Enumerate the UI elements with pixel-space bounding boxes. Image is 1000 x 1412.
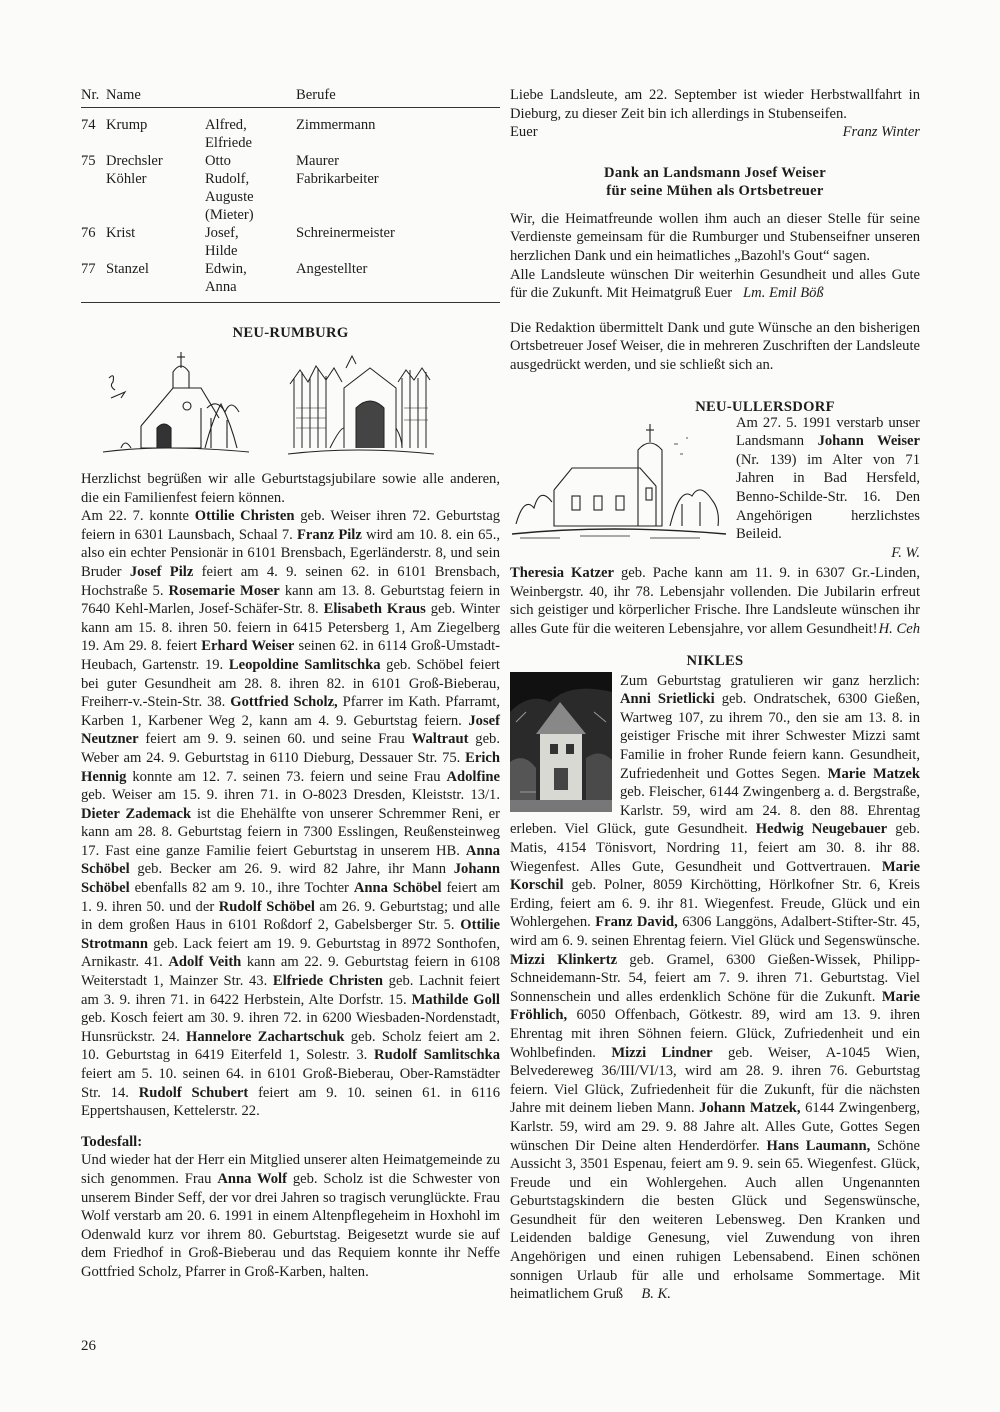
dank-text-1: Wir, die Heimatfreunde wollen ihm auch an dieser Stelle für seine Verdienste gemeinsam für die Rumburger und Stubenseifner unseren herzlichen Dank und ein heimatliches „Bazohl's Gout“ sagen.: [510, 210, 920, 264]
dank-title-2: für seine Mühen als Ortsbetreuer: [606, 182, 824, 199]
neu-ullersdorf-title: NEU-ULLERSDORF: [695, 398, 835, 415]
row-beruf: Zimmermann: [296, 117, 376, 133]
wallfahrt-closing: Euer: [510, 124, 538, 141]
row-name: Krump: [106, 117, 148, 133]
todesfall-text: Und wieder hat der Herr ein Mitglied unserer alten Heimatgemeinde zu sich genommen. Frau Anna Wolf geb. Scholz ist die Schwester von unserem Binder Seff, der vor drei Jahren so tragisch verunglückte. Frau Wolf verstarb am 20. 6. 1991 in einem Altenpflegeheim in Hoxhohl im Odenwald kurz vor ihrem 80. Geburtstag. Beigesetzt wurde sie auf dem Friedhof in Groß-Bieberau und das Requiem konnte ihr Neffe Gottfried Scholz, Pfarrer in Groß-Karben, halten.: [81, 1152, 500, 1280]
nikles-photo: [510, 672, 612, 812]
residents-table: [81, 86, 500, 303]
row-vorname: Josef, Hilde: [205, 225, 239, 259]
nikles-title: NIKLES: [686, 652, 744, 669]
row-name: Köhler: [106, 171, 147, 187]
neu-rumburg-intro: Herzlichst begrüßen wir alle Geburtstagsjubilare sowie alle anderen, die ein Familienfest feiern können.: [81, 471, 500, 506]
row-beruf: Angestellter: [296, 261, 368, 277]
row-nr: 76: [81, 225, 96, 241]
row-vorname: Alfred, Elfriede: [205, 117, 252, 151]
wallfahrt-signature: Franz Winter: [842, 124, 920, 141]
row-nr: 77: [81, 261, 96, 277]
row-vorname: Edwin, Anna: [205, 261, 247, 295]
dank-title-1: Dank an Landsmann Josef Weiser: [603, 164, 826, 181]
todesfall-heading: Todesfall:: [81, 1133, 143, 1150]
row-name: Drechsler: [106, 153, 163, 169]
ullersdorf-text: Am 27. 5. 1991 verstarb unser Landsmann Johann Weiser (Nr. 139) im Alter von 71 Jahren in Bad Hersfeld, Benno-Schilde-Str. 16. Den Angehörigen herzlichstes Beileid.: [736, 414, 920, 543]
row-vorname: Rudolf, Auguste (Mieter): [205, 171, 254, 223]
neu-rumburg-title: NEU-RUMBURG: [232, 325, 349, 341]
nikles-section: [510, 672, 920, 1304]
row-name: Krist: [106, 225, 136, 241]
table-body: [81, 108, 500, 297]
wallfahrt-text: Liebe Landsleute, am 22. September ist wieder Herbstwallfahrt in Dieburg, zu dieser Zeit bin ich allerdings in Stubenseifen.: [510, 87, 920, 122]
table-row: [81, 152, 500, 170]
row-nr: [81, 170, 106, 224]
katzer-signature: H. Ceh: [878, 621, 920, 638]
nikles-text: Zum Geburtstag gratulieren wir ganz herzlich: Anni Srietlicki geb. Ondratschek, 6300 Gießen, Wartweg 107, zu ihrem 70., den sie am 13. 8. in geistiger Frische mit ihrer Schwester Mizzi samt Familie in froher Runde feiern kann. Gesundheit, Zufriedenheit und Gottes Segen. Marie Matzek geb. Fleischer, 6144 Zwingenberg a. d. Bergstraße, Karlstr. 59, wird am 24. 8. den 88. Ehrentag erleben. Viel Glück, gute Gesundheit. Hedwig Neugebauer geb. Matis, 4154 Tönisvort, Nordring 11, feiert am 30. 8. ihr 88. Wiegenfest. Alles Gute, Gesundheit und Gottvertrauen. Marie Korschil geb. Polner, 8059 Kirchötting, Hörlkofner Str. 6, Kreis Erding, feiert am 6. 9. ihr 81. Wiegenfest. Freude, Glück und ein Wohlergehen. Franz David, 6306 Langgöns, Adalbert-Stifter-Str. 45, wird am 6. 9. seinen Ehrentag feiern. Viel Glück und Segenswünsche. Mizzi Klinkertz geb. Gramel, 6300 Gießen-Wissek, Philipp-Schneidemann-Str. 54, feiert am 7. 9. ihren 71. Geburtstag. Viel Sonnenschein und alles erdenklich Schöne für die Zukunft. Marie Fröhlich, 6050 Offenbach, Götkestr. 89, wird am 13. 9. ihren Ehrentag mit ihren Söhnen feiern. Glück, Zufriedenheit und ein Wohlbefinden. Mizzi Lindner geb. Weiser, A-1045 Wien, Belvedereweg 36/III/VI/13, wird am 28. 9. ihren 76. Geburtstag feiern. Viel Glück, Zufriedenheit für die Zukunft, für die nächsten Jahre mit deinem lieben Mann. Johann Matzek, 6144 Zwingenberg, Karlstr. 59, wird am 29. 9. 88 Jahre alt. Alles Gute, Gottes Segen wünschen Dir Deine alten Henderdörfer. Hans Laumann, Schöne Aussicht 3, 3501 Espenau, feiert am 9. 9. sein 65. Wiegenfest. Glück, Freude und ein Wohlergehen. Auch allen Ungenannten Geburtstagskindern die besten Glück und Segenswünsche, Gesundheit für den weiteren Lebensweg. Den Kranken und Leidenden baldige Genesung, viel Zuwendung von ihren Angehörigen und einen ruhigen Lebensabend. Einen schönen sonnigen Urlaub für alle und erholsame Sommertage. Mit heimatlichem Gruß B. K.: [510, 672, 921, 1303]
table-row: [81, 224, 500, 260]
page-number: 26: [81, 1338, 96, 1354]
right-column: [510, 86, 920, 1304]
chapel-drawing-2: [286, 348, 436, 460]
nikles-signature: B. K.: [641, 1286, 671, 1303]
row-beruf: Schreinermeister: [296, 225, 395, 241]
left-column: [81, 86, 500, 1282]
header-nr: Nr.: [81, 86, 106, 108]
row-nr: 75: [81, 153, 96, 169]
ullersdorf-signature: F. W.: [891, 544, 920, 561]
row-beruf: Fabrikarbeiter: [296, 171, 379, 187]
katzer-text: Theresia Katzer geb. Pache kann am 11. 9. in 6307 Gr.-Linden, Weinbergstr. 40, ihr 78. Lebensjahr vollenden. Die Jubilarin erfreut sich geistiger und körperlicher Frische. Ihre Landsleute wünschen ihr alles Gute für die weiteren Lebensjahre, vor allem Gesundheit!: [510, 565, 921, 638]
chapel-drawing-1: [101, 348, 251, 460]
table-row: [81, 170, 500, 224]
wallfahrt-signature-line: [510, 123, 920, 142]
neu-rumburg-illustrations: [81, 348, 500, 466]
row-nr: 74: [81, 117, 96, 133]
table-row: [81, 108, 500, 153]
row-vorname: Otto: [205, 153, 231, 169]
neu-ullersdorf-section: [510, 414, 920, 563]
table-header-row: [81, 86, 500, 108]
neu-rumburg-birthdays: Am 22. 7. konnte Ottilie Christen geb. Weiser ihren 72. Geburtstag feiern in 6301 Launsbach, Schaal 7. Franz Pilz wird am 10. 8. ein 65., also ein echter Pensionär in 6101 Brensbach, Egerländerstr. 8, und sein Bruder Josef Pilz feiert am 4. 9. seinen 62. in 6101 Brensbach, Hochstraße 5. Rosemarie Moser kann am 13. 8. Geburtstag feiern in 7640 Kehl-Marlen, Josef-Schäfer-Str. 8. Elisabeth Kraus geb. Winter kann am 15. 8. ihren 50. feiern in 6415 Petersberg 1, Am Ziegelberg 19. Am 29. 8. feiert Erhard Weiser seinen 62. in 6114 Groß-Umstadt-Heubach, Gartenstr. 19. Leopoldine Samlitschka geb. Schöbel feiert bei guter Gesundheit am 28. 8. ihren 82. in 6101 Groß-Bieberau, Freiherr-v.-Stein-Str. 38. Gottfried Scholz, Pfarrer im Kath. Pfarramt, Karben 1, Karbener Weg 2, kann am 4. 9. Geburtstag feiern. Josef Neutzner feiert am 9. 9. seinen 60. und seine Frau Waltraut geb. Weber am 24. 9. Geburtstag in 6110 Dieburg, Dessauer Str. 75. Erich Hennig konnte am 12. 7. seinen 73. feiern und seine Frau Adolfine geb. Weiser am 15. 9. ihren 71. in O-8023 Dresden, Kleiststr. 13/1. Dieter Zademack ist die Ehehälfte von unserer Schremmer Reni, er kann am 28. 8. Geburtstag feiern in 7300 Esslingen, Reußensteinweg 17. Fast eine ganze Familie feiert Geburtstag in unserem HB. Anna Schöbel geb. Becker am 26. 9. wird 82 Jahre, ihr Mann Johann Schöbel ebenfalls 82 am 9. 10., ihre Tochter Anna Schöbel feiert am 1. 9. ihren 50. und der Rudolf Schöbel am 26. 9. Geburtstag; und alle in dem großen Haus in 6101 Roßdorf 2, Gabelsberger Str. 5. Ottilie Strotmann geb. Lack feiert am 19. 9. Geburtstag in 8972 Sonthofen, Arnikastr. 41. Adolf Veith kann am 22. 9. Geburtstag feiern in 6108 Weiterstadt 1, Mainzer Str. 43. Elfriede Christen geb. Lachnit feiert am 3. 9. ihren 71. in 6422 Herbstein, Alte Dorfstr. 15. Mathilde Goll geb. Kosch feiert am 30. 9. ihren 72. in 6200 Wiesbaden-Nordenstadt, Hunsrückstr. 24. Hannelore Zachartschuk geb. Scholz feiert am 2. 10. Geburtstag in 6419 Eiterfeld 1, Solestr. 3. Rudolf Samlitschka feiert am 5. 10. seinen 64. in 6101 Groß-Bieberau, Ober-Ramstädter Str. 14. Rudolf Schubert feiert am 9. 10. seinen 61. in 6116 Eppertshausen, Kettelerstr. 22.: [81, 508, 501, 1120]
row-beruf: Maurer: [296, 153, 339, 169]
header-name: Name: [106, 86, 205, 108]
row-name: Stanzel: [106, 261, 149, 277]
dank-text-2: Alle Landsleute wünschen Dir weiterhin Gesundheit und alles Gute für die Zukunft. Mit Heimatgruß Euer Lm. Emil Böß: [510, 266, 920, 302]
header-berufe: Berufe: [296, 86, 500, 108]
redaktion-text: Die Redaktion übermittelt Dank und gute Wünsche an den bisherigen Ortsbetreuer Josef Weiser, die in mehreren Zuschriften der Landsleute ausgedrückt werden, und sie schließt sich an.: [510, 319, 920, 373]
dank-signature: Lm. Emil Böß: [743, 285, 824, 302]
ullersdorf-signature-line: [736, 544, 920, 563]
table-row: [81, 260, 500, 296]
church-drawing: [510, 414, 728, 542]
